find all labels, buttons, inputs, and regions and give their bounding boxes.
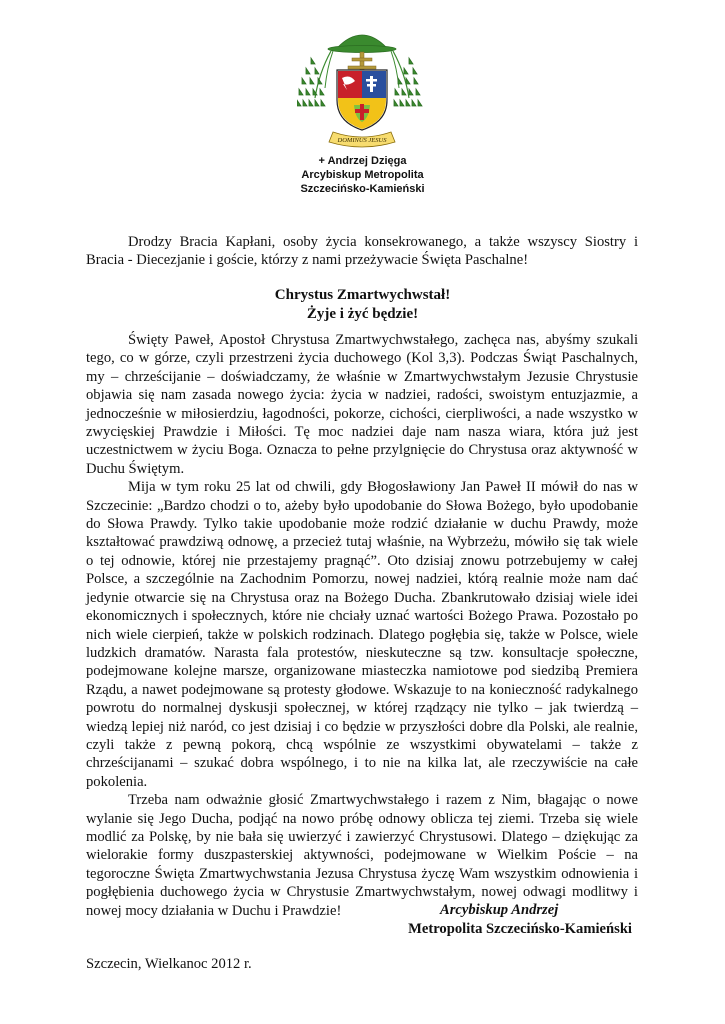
paragraph: Mija w tym roku 25 lat od chwili, gdy Błogosławiony Jan Paweł II mówił do nas w Szczecinie: „Bardzo chodzi o to, ażeby było upodobanie do Słowa Bożego, było upodobanie do Słowa Prawdy. Tylko takie upodobanie może rodzić działanie w duchu Prawdy, może kształtować prawdziwą odnowę, a przecież tutaj właśnie, na Wybrzeżu, mówiło się tak wiele o tej odnowie, której nie przestajemy pragnąć”. Oto dzisiaj znowu potrzebujemy w całej Polsce, a szczególnie na Zachodnim Pomorzu, nowej nadziei, którą realnie może nam dać jedynie otwarcie się na Chrystusa oraz na Bożego Ducha. Zbankrutowało dzisiaj wiele idei ekonomicznych i społecznych, które nie chciały uznać wartości Bożego Prawa. Pozostało po nich wiele cierpień, także w polskich rodzinach. Dlatego pogłębia się, także w Polsce, wiele ludzkich dramatów. Narasta fala protestów, nieskuteczne są tzw. konsultacje społeczne, podejmowane kolejne marsze, organizowane miasteczka namiotowe pod siedzibą Premiera Rządu, a nawet podejmowane są protesty głodowe. Wskazuje to na konieczność radykalnego powrotu do normalnej dyskusji społecznej, w której rządzący nie tylko – jak twierdzą – wiedzą lepiej niż naród, co jest dzisiaj i co będzie w przyszłości dobre dla Polski, ale realnie, czyli także z pewną pokorą, chcą wspólnie ze wszystkimi obywatelami – także z chrześcijanami – szukać dobra wspólnego, i to nie na kilka lat, ale rzeczywiście na całe pokolenia. [86,479,638,790]
greeting [86,233,638,270]
motto-text: DOMINUS JESUS [337,137,387,144]
heading-line-1: Chrystus Zmartwychwstał! [274,287,451,303]
letter-body [86,331,638,920]
shield-icon [337,70,387,130]
heading-line-2: Żyje i żyć będzie! [306,306,419,322]
signature-name: Arcybiskup Andrzej [440,902,559,918]
letterhead [0,154,725,196]
greeting-text: Drodzy Bracia Kapłani, osoby życia konsekrowanego, a także wszyscy Siostry i Bracia - Diecezjanie i goście, którzy z nami przeżywacie Święta Paschalne! [86,234,638,269]
signature-block [380,901,632,939]
easter-heading [0,286,725,324]
place-and-date: Szczecin, Wielkanoc 2012 r. [86,956,252,972]
coat-of-arms [297,18,427,150]
motto-ribbon [329,132,395,147]
paragraph: Trzeba nam odważnie głosić Zmartwychwstałego i razem z Nim, błagając o nowe wylanie się Jego Ducha, podjąć na nowo próbę odnowy oblicza tej ziemi. Trzeba się wiele modlić za Polskę, by nie bała się uwierzyć i zawierzyć Chrystusowi. Dlatego – dziękując za wielorakie formy duszpasterskiej aktywności, podejmowane w Wielkim Poście – na tegoroczne Święta Zmartwychwstania Jezusa Chrystusa życzę Wam wszystkim odnowienia i pogłębienia duchowego życia w Chrystusie Zmartwychwstałym, nowej odwagi modlitwy i nowej mocy działania w Duchu i Prawdzie! [86,792,638,919]
author-name: + Andrzej Dzięga [318,155,407,167]
author-title: Arcybiskup Metropolita [301,169,424,181]
author-diocese: Szczecińsko-Kamieński [300,183,425,195]
paragraph: Święty Paweł, Apostoł Chrystusa Zmartwychwstałego, zachęca nas, abyśmy szukali tego, co w górze, czyli przestrzeni życia duchowego (Kol 3,3). Podczas Świąt Paschalnych, my – chrześcijanie – doświadczamy, że właśnie w Zmartwychwstałym Jezusie Chrystusie objawia się nam zasada nowego życia: życia w nadziei, radości, swoistym entuzjazmie, a jednocześnie w miłosierdziu, łagodności, pokorze, cichości, cierpliwości, a nade wszystko w zwycięskiej Prawdzie i Miłości. Tę moc nadziei daje nam nasza wiara, która już jest uczestnictwem w życiu Boga. Oznacza to pełne przylgnięcie do Chrystusa oraz aktywność w Duchu Świętym. [86,332,638,477]
signature-title: Metropolita Szczecińsko-Kamieński [408,921,632,937]
